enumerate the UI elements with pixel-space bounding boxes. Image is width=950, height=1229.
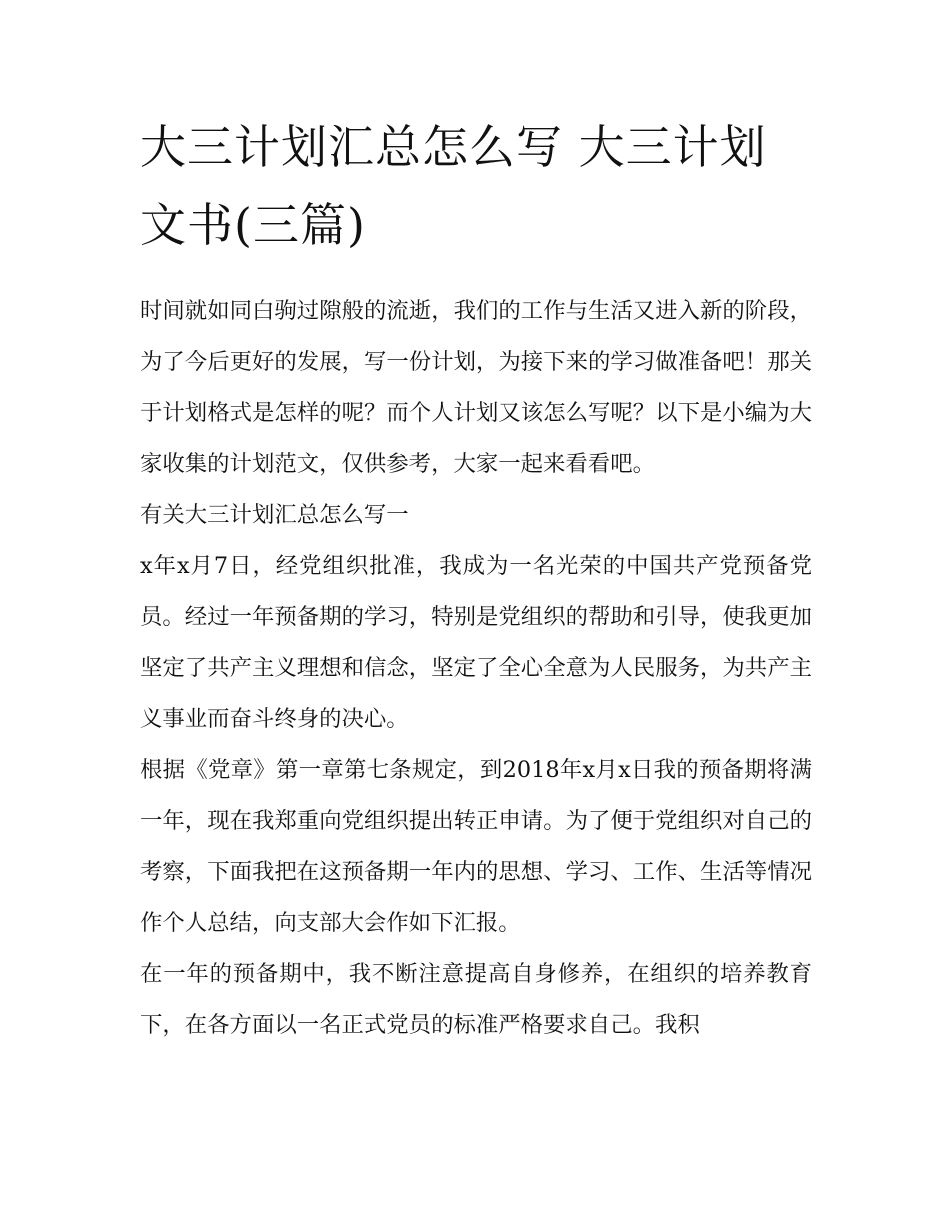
section-heading: 有关大三计划汇总怎么写一: [140, 502, 409, 528]
document-title: 大三计划汇总怎么写 大三计划文书(三篇): [140, 120, 767, 252]
intro-paragraph: 时间就如同白驹过隙般的流逝，我们的工作与生活又进入新的阶段，为了今后更好的发展，写一份计划，为接下来的学习做准备吧！那关于计划格式是怎样的呢？而个人计划又该怎么写呢？以下是小编为大家收集的计划范文，仅供参考，大家一起来看看吧。: [140, 298, 812, 477]
body-paragraph-1: x年x月7日，经党组织批准，我成为一名光荣的中国共产党预备党员。经过一年预备期的学习，特别是党组织的帮助和引导，使我更加坚定了共产主义理想和信念，坚定了全心全意为人民服务，为共产主义事业而奋斗终身的决心。: [140, 553, 812, 732]
body-paragraph-3: 在一年的预备期中，我不断注意提高自身修养，在组织的培养教育下，在各方面以一名正式党员的标准严格要求自己。我积: [140, 961, 812, 1038]
body-paragraph-2: 根据《党章》第一章第七条规定，到2018年x月x日我的预备期将满一年，现在我郑重向党组织提出转正申请。为了便于党组织对自己的考察，下面我把在这预备期一年内的思想、学习、工作、生活等情况作个人总结，向支部大会作如下汇报。: [140, 757, 812, 936]
document-body: [140, 108, 812, 1051]
